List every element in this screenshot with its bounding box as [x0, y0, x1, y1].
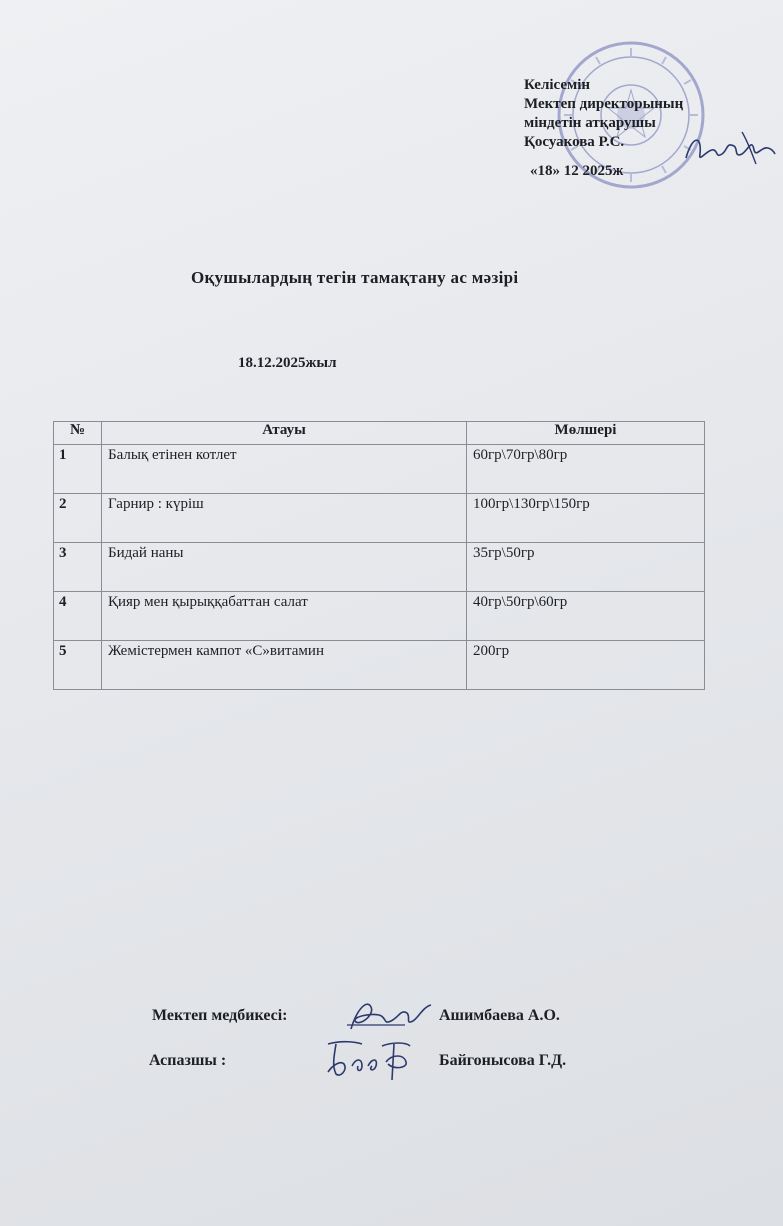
- approval-acting-role: міндетін атқарушы: [524, 115, 656, 131]
- row-number: 4: [54, 592, 102, 641]
- table-header-row: [54, 422, 705, 445]
- row-number: 2: [54, 494, 102, 543]
- header-amount: Мөлшері: [467, 422, 705, 445]
- table-row: [54, 543, 705, 592]
- table-row: [54, 445, 705, 494]
- cook-name: Байгонысова Г.Д.: [439, 1052, 567, 1069]
- header-number: №: [54, 422, 102, 445]
- row-number: 3: [54, 543, 102, 592]
- row-amount: 40гр\50гр\60гр: [467, 592, 705, 641]
- nurse-signature: [345, 995, 435, 1037]
- table-row: [54, 494, 705, 543]
- director-signature: [682, 128, 777, 170]
- row-amount: 100гр\130гр\150гр: [467, 494, 705, 543]
- header-name: Атауы: [102, 422, 467, 445]
- approval-block: [524, 76, 683, 181]
- cook-signature: [322, 1036, 412, 1082]
- approval-director-name: Қосуакова Р.С.: [524, 134, 625, 150]
- approval-director-role: Мектеп директорының: [524, 96, 684, 112]
- menu-table: [53, 421, 705, 690]
- row-amount: 35гр\50гр: [467, 543, 705, 592]
- row-dish-name: Балық етінен котлет: [102, 445, 467, 494]
- nurse-line: [152, 1007, 560, 1025]
- nurse-label: Мектеп медбикесі:: [152, 1007, 288, 1024]
- row-dish-name: Жемістермен кампот «С»витамин: [102, 641, 467, 690]
- row-dish-name: Қияр мен қырыққабаттан салат: [102, 592, 467, 641]
- table-row: [54, 592, 705, 641]
- nurse-name: Ашимбаева А.О.: [439, 1007, 560, 1024]
- row-amount: 200гр: [467, 641, 705, 690]
- cook-line: [149, 1052, 567, 1070]
- row-dish-name: Гарнир : күріш: [102, 494, 467, 543]
- row-number: 5: [54, 641, 102, 690]
- approval-agreed-label: Келісемін: [524, 77, 591, 93]
- cook-label: Аспазшы :: [149, 1052, 227, 1069]
- page-title-text: Оқушылардың тегін тамақтану ас мәзірі: [191, 268, 519, 287]
- page-title: [0, 268, 783, 288]
- table-row: [54, 641, 705, 690]
- menu-date: 18.12.2025жыл: [238, 355, 337, 371]
- row-dish-name: Бидай наны: [102, 543, 467, 592]
- approval-date: «18» 12 2025ж: [530, 163, 624, 179]
- row-amount: 60гр\70гр\80гр: [467, 445, 705, 494]
- row-number: 1: [54, 445, 102, 494]
